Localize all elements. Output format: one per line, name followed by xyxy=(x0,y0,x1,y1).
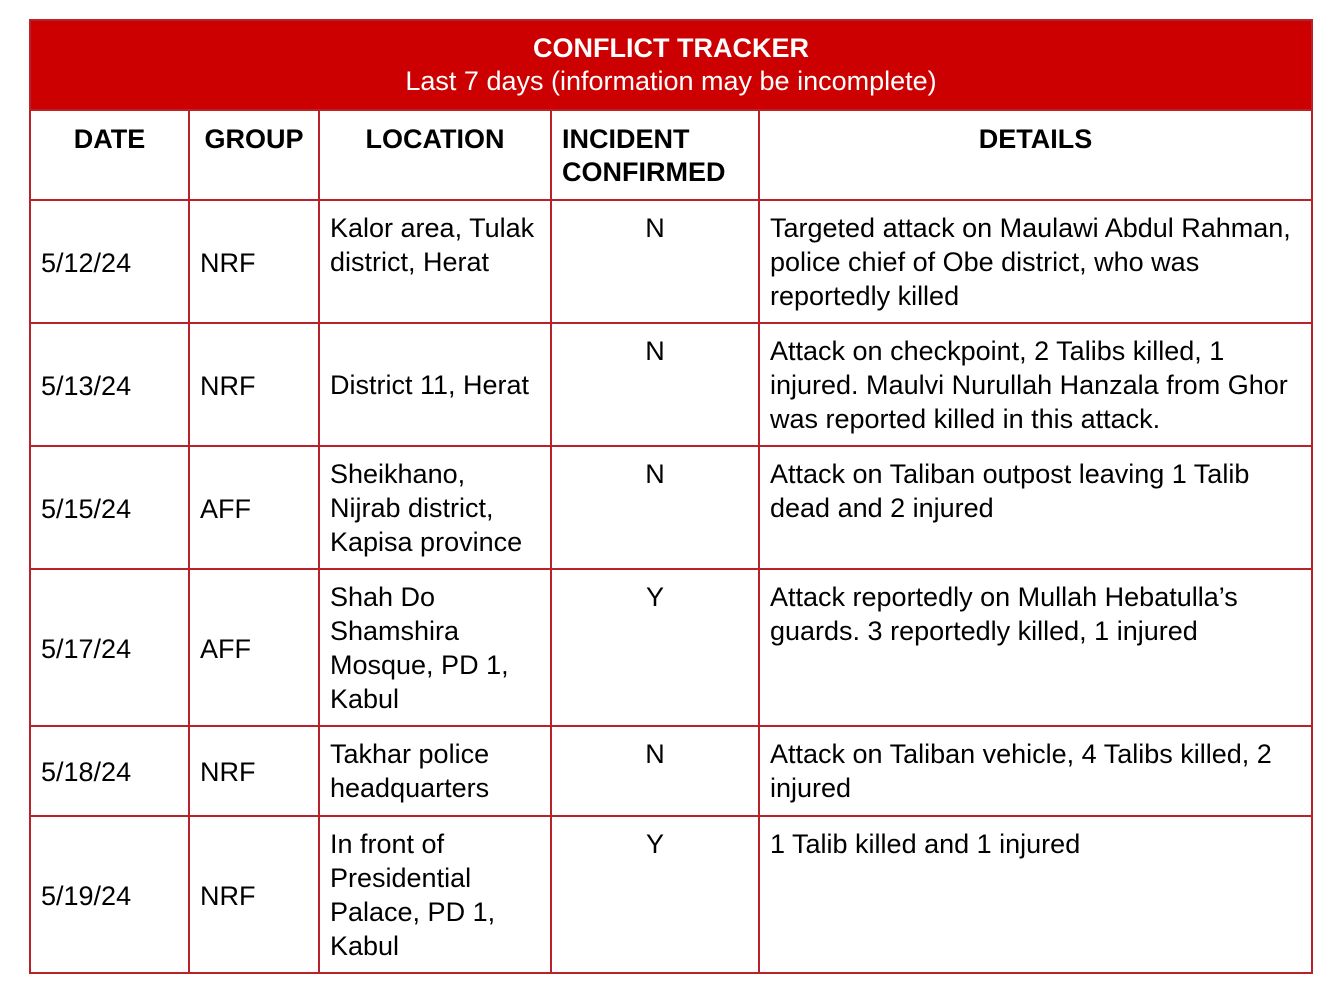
cell-location: Sheikhano, Nijrab district, Kapisa province xyxy=(319,446,551,569)
cell-date: 5/13/24 xyxy=(30,323,189,446)
table-row xyxy=(30,323,1312,446)
tracker-subtitle: Last 7 days (information may be incomplete) xyxy=(405,66,937,96)
cell-details: Attack on Taliban vehicle, 4 Talibs killed, 2 injured xyxy=(759,726,1312,816)
table-row xyxy=(30,816,1312,973)
cell-details: Targeted attack on Maulawi Abdul Rahman, police chief of Obe district, who was reportedly killed xyxy=(759,200,1312,323)
cell-date: 5/17/24 xyxy=(30,569,189,726)
table-row xyxy=(30,200,1312,323)
cell-location: District 11, Herat xyxy=(319,323,551,446)
cell-details: Attack on checkpoint, 2 Talibs killed, 1 injured. Maulvi Nurullah Hanzala from Ghor was reported killed in this attack. xyxy=(759,323,1312,446)
banner xyxy=(30,20,1312,110)
column-header-confirmed-line1: INCIDENT xyxy=(562,124,690,154)
cell-group: AFF xyxy=(189,446,319,569)
cell-confirmed: N xyxy=(551,323,759,446)
cell-location: Shah Do Shamshira Mosque, PD 1, Kabul xyxy=(319,569,551,726)
cell-location: Kalor area, Tulak district, Herat xyxy=(319,200,551,323)
cell-details: Attack reportedly on Mullah Hebatulla’s guards. 3 reportedly killed, 1 injured xyxy=(759,569,1312,726)
cell-confirmed: N xyxy=(551,726,759,816)
cell-date: 5/19/24 xyxy=(30,816,189,973)
cell-location: Takhar police headquarters xyxy=(319,726,551,816)
cell-group: NRF xyxy=(189,726,319,816)
cell-group: AFF xyxy=(189,569,319,726)
conflict-tracker-table xyxy=(29,19,1313,974)
cell-date: 5/18/24 xyxy=(30,726,189,816)
banner-row xyxy=(30,20,1312,110)
column-header-confirmed-line2: CONFIRMED xyxy=(562,157,726,187)
column-header-date: DATE xyxy=(30,110,189,200)
table-row xyxy=(30,726,1312,816)
cell-group: NRF xyxy=(189,323,319,446)
cell-location: In front of Presidential Palace, PD 1, Kabul xyxy=(319,816,551,973)
column-header-details: DETAILS xyxy=(759,110,1312,200)
cell-confirmed: Y xyxy=(551,569,759,726)
cell-date: 5/15/24 xyxy=(30,446,189,569)
cell-details: Attack on Taliban outpost leaving 1 Talib dead and 2 injured xyxy=(759,446,1312,569)
cell-date: 5/12/24 xyxy=(30,200,189,323)
cell-details: 1 Talib killed and 1 injured xyxy=(759,816,1312,973)
cell-group: NRF xyxy=(189,816,319,973)
cell-confirmed: N xyxy=(551,200,759,323)
cell-confirmed: Y xyxy=(551,816,759,973)
column-header-incident-confirmed xyxy=(551,110,759,200)
cell-confirmed: N xyxy=(551,446,759,569)
column-header-row xyxy=(30,110,1312,200)
column-header-location: LOCATION xyxy=(319,110,551,200)
table-row xyxy=(30,446,1312,569)
column-header-group: GROUP xyxy=(189,110,319,200)
tracker-title: CONFLICT TRACKER xyxy=(533,33,810,63)
table-row xyxy=(30,569,1312,726)
cell-group: NRF xyxy=(189,200,319,323)
